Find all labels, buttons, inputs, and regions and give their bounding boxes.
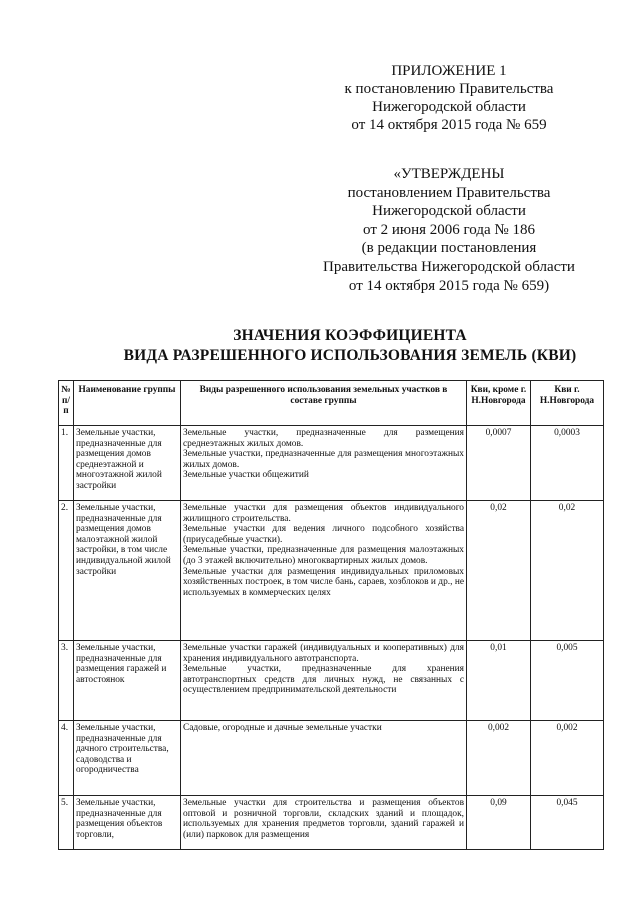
approval-line-4: от 2 июня 2006 года № 186 xyxy=(363,221,535,238)
table-row xyxy=(59,501,604,641)
title-line-2: ВИДА РАЗРЕШЕННОГО ИСПОЛЬЗОВАНИЯ ЗЕМЕЛЬ (КВИ) xyxy=(123,347,577,364)
uses-cell xyxy=(181,501,467,641)
approval-line-5: (в редакции постановления xyxy=(361,240,537,257)
approval-block xyxy=(318,165,580,295)
approval-line-6: Правительства Нижегородской области xyxy=(323,258,575,275)
kvi-excluding-city-value: 0,002 xyxy=(467,721,531,796)
kvi-excluding-city-value: 0,09 xyxy=(467,796,531,850)
uses-cell xyxy=(181,426,467,501)
use-item: Земельные участки гаражей (индивидуальных и кооперативных) для хранения индивидуального автотранспорта. xyxy=(183,643,464,664)
use-item: Земельные участки, предназначенные для размещения многоэтажных жилых домов. xyxy=(183,449,464,470)
approval-line-3: Нижегородской области xyxy=(372,203,526,220)
title-line-1: ЗНАЧЕНИЯ КОЭФФИЦИЕНТА xyxy=(233,327,467,344)
row-number: 3. xyxy=(59,641,74,721)
appendix-title: ПРИЛОЖЕНИЕ 1 xyxy=(391,63,507,79)
header-kvi-city: Кви г. Н.Новгорода xyxy=(531,381,604,426)
approval-title: «УТВЕРЖДЕНЫ xyxy=(393,166,505,182)
appendix-date: от 14 октября 2015 года № 659 xyxy=(351,117,547,133)
group-name: Земельные участки, предназначенные для дачного строительства, садоводства и огородничества xyxy=(74,721,181,796)
row-number: 5. xyxy=(59,796,74,850)
group-name: Земельные участки, предназначенные для размещения объектов торговли, xyxy=(74,796,181,850)
table-row xyxy=(59,721,604,796)
use-item: Земельные участки для строительства и размещения объектов оптовой и розничной торговли, складских зданий и площадок, используемых для хранения предметов торговли, зданий гаражей и (или) парковок для размещения xyxy=(183,798,464,840)
group-name: Земельные участки, предназначенные для размещения домов среднеэтажной и многоэтажной жилой застройки xyxy=(74,426,181,501)
row-number: 4. xyxy=(59,721,74,796)
row-number: 1. xyxy=(59,426,74,501)
use-item: Земельные участки, предназначенные для хранения автотранспортных средств для личных нужд, не связанных с осуществлением предпринимательской деятельности xyxy=(183,664,464,696)
group-name: Земельные участки, предназначенные для размещения домов малоэтажной жилой застройки, в том числе индивидуальной жилой застройки xyxy=(74,501,181,641)
header-num: № п/п xyxy=(59,381,74,426)
use-item: Земельные участки общежитий xyxy=(183,470,309,481)
use-item: Земельные участки, предназначенные для размещения малоэтажных (до 3 этажей включительно) многоквартирных жилых домов. xyxy=(183,545,464,566)
appendix-header xyxy=(318,62,580,134)
kvi-city-value: 0,02 xyxy=(531,501,604,641)
approval-line-2: постановлением Правительства xyxy=(347,184,551,201)
uses-cell xyxy=(181,641,467,721)
header-uses: Виды разрешенного использования земельных участков в составе группы xyxy=(181,381,467,426)
kvi-city-value: 0,0003 xyxy=(531,426,604,501)
document-title xyxy=(80,326,620,366)
header-group: Наименование группы xyxy=(74,381,181,426)
use-item: Земельные участки для ведения личного подсобного хозяйства (приусадебные участки). xyxy=(183,524,464,545)
row-number: 2. xyxy=(59,501,74,641)
use-item: Садовые, огородные и дачные земельные участки xyxy=(183,723,382,733)
table-row xyxy=(59,796,604,850)
uses-cell xyxy=(181,721,467,796)
kvi-excluding-city-value: 0,01 xyxy=(467,641,531,721)
table-row xyxy=(59,641,604,721)
use-item: Земельные участки для размещения индивидуальных приломовых хозяйственных построек, в том числе бань, сараев, хозблоков и др., не используемых в коммерческих целях xyxy=(183,566,464,598)
kvi-city-value: 0,045 xyxy=(531,796,604,850)
uses-cell xyxy=(181,796,467,850)
group-name: Земельные участки, предназначенные для размещения гаражей и автостоянок xyxy=(74,641,181,721)
kvi-table xyxy=(58,380,604,850)
kvi-excluding-city-value: 0,02 xyxy=(467,501,531,641)
kvi-excluding-city-value: 0,0007 xyxy=(467,426,531,501)
appendix-line-2: к постановлению Правительства xyxy=(344,81,554,97)
table-header-row xyxy=(59,381,604,426)
approval-line-7: от 14 октября 2015 года № 659) xyxy=(348,277,550,294)
kvi-city-value: 0,005 xyxy=(531,641,604,721)
table-row xyxy=(59,426,604,501)
header-kvi-excluding-city: Кви, кроме г. Н.Новгорода xyxy=(467,381,531,426)
kvi-city-value: 0,002 xyxy=(531,721,604,796)
use-item: Земельные участки, предназначенные для размещения среднеэтажных жилых домов. xyxy=(183,428,464,449)
use-item: Земельные участки для размещения объектов индивидуального жилищного строительства. xyxy=(183,503,464,524)
appendix-line-3: Нижегородской области xyxy=(372,99,526,115)
